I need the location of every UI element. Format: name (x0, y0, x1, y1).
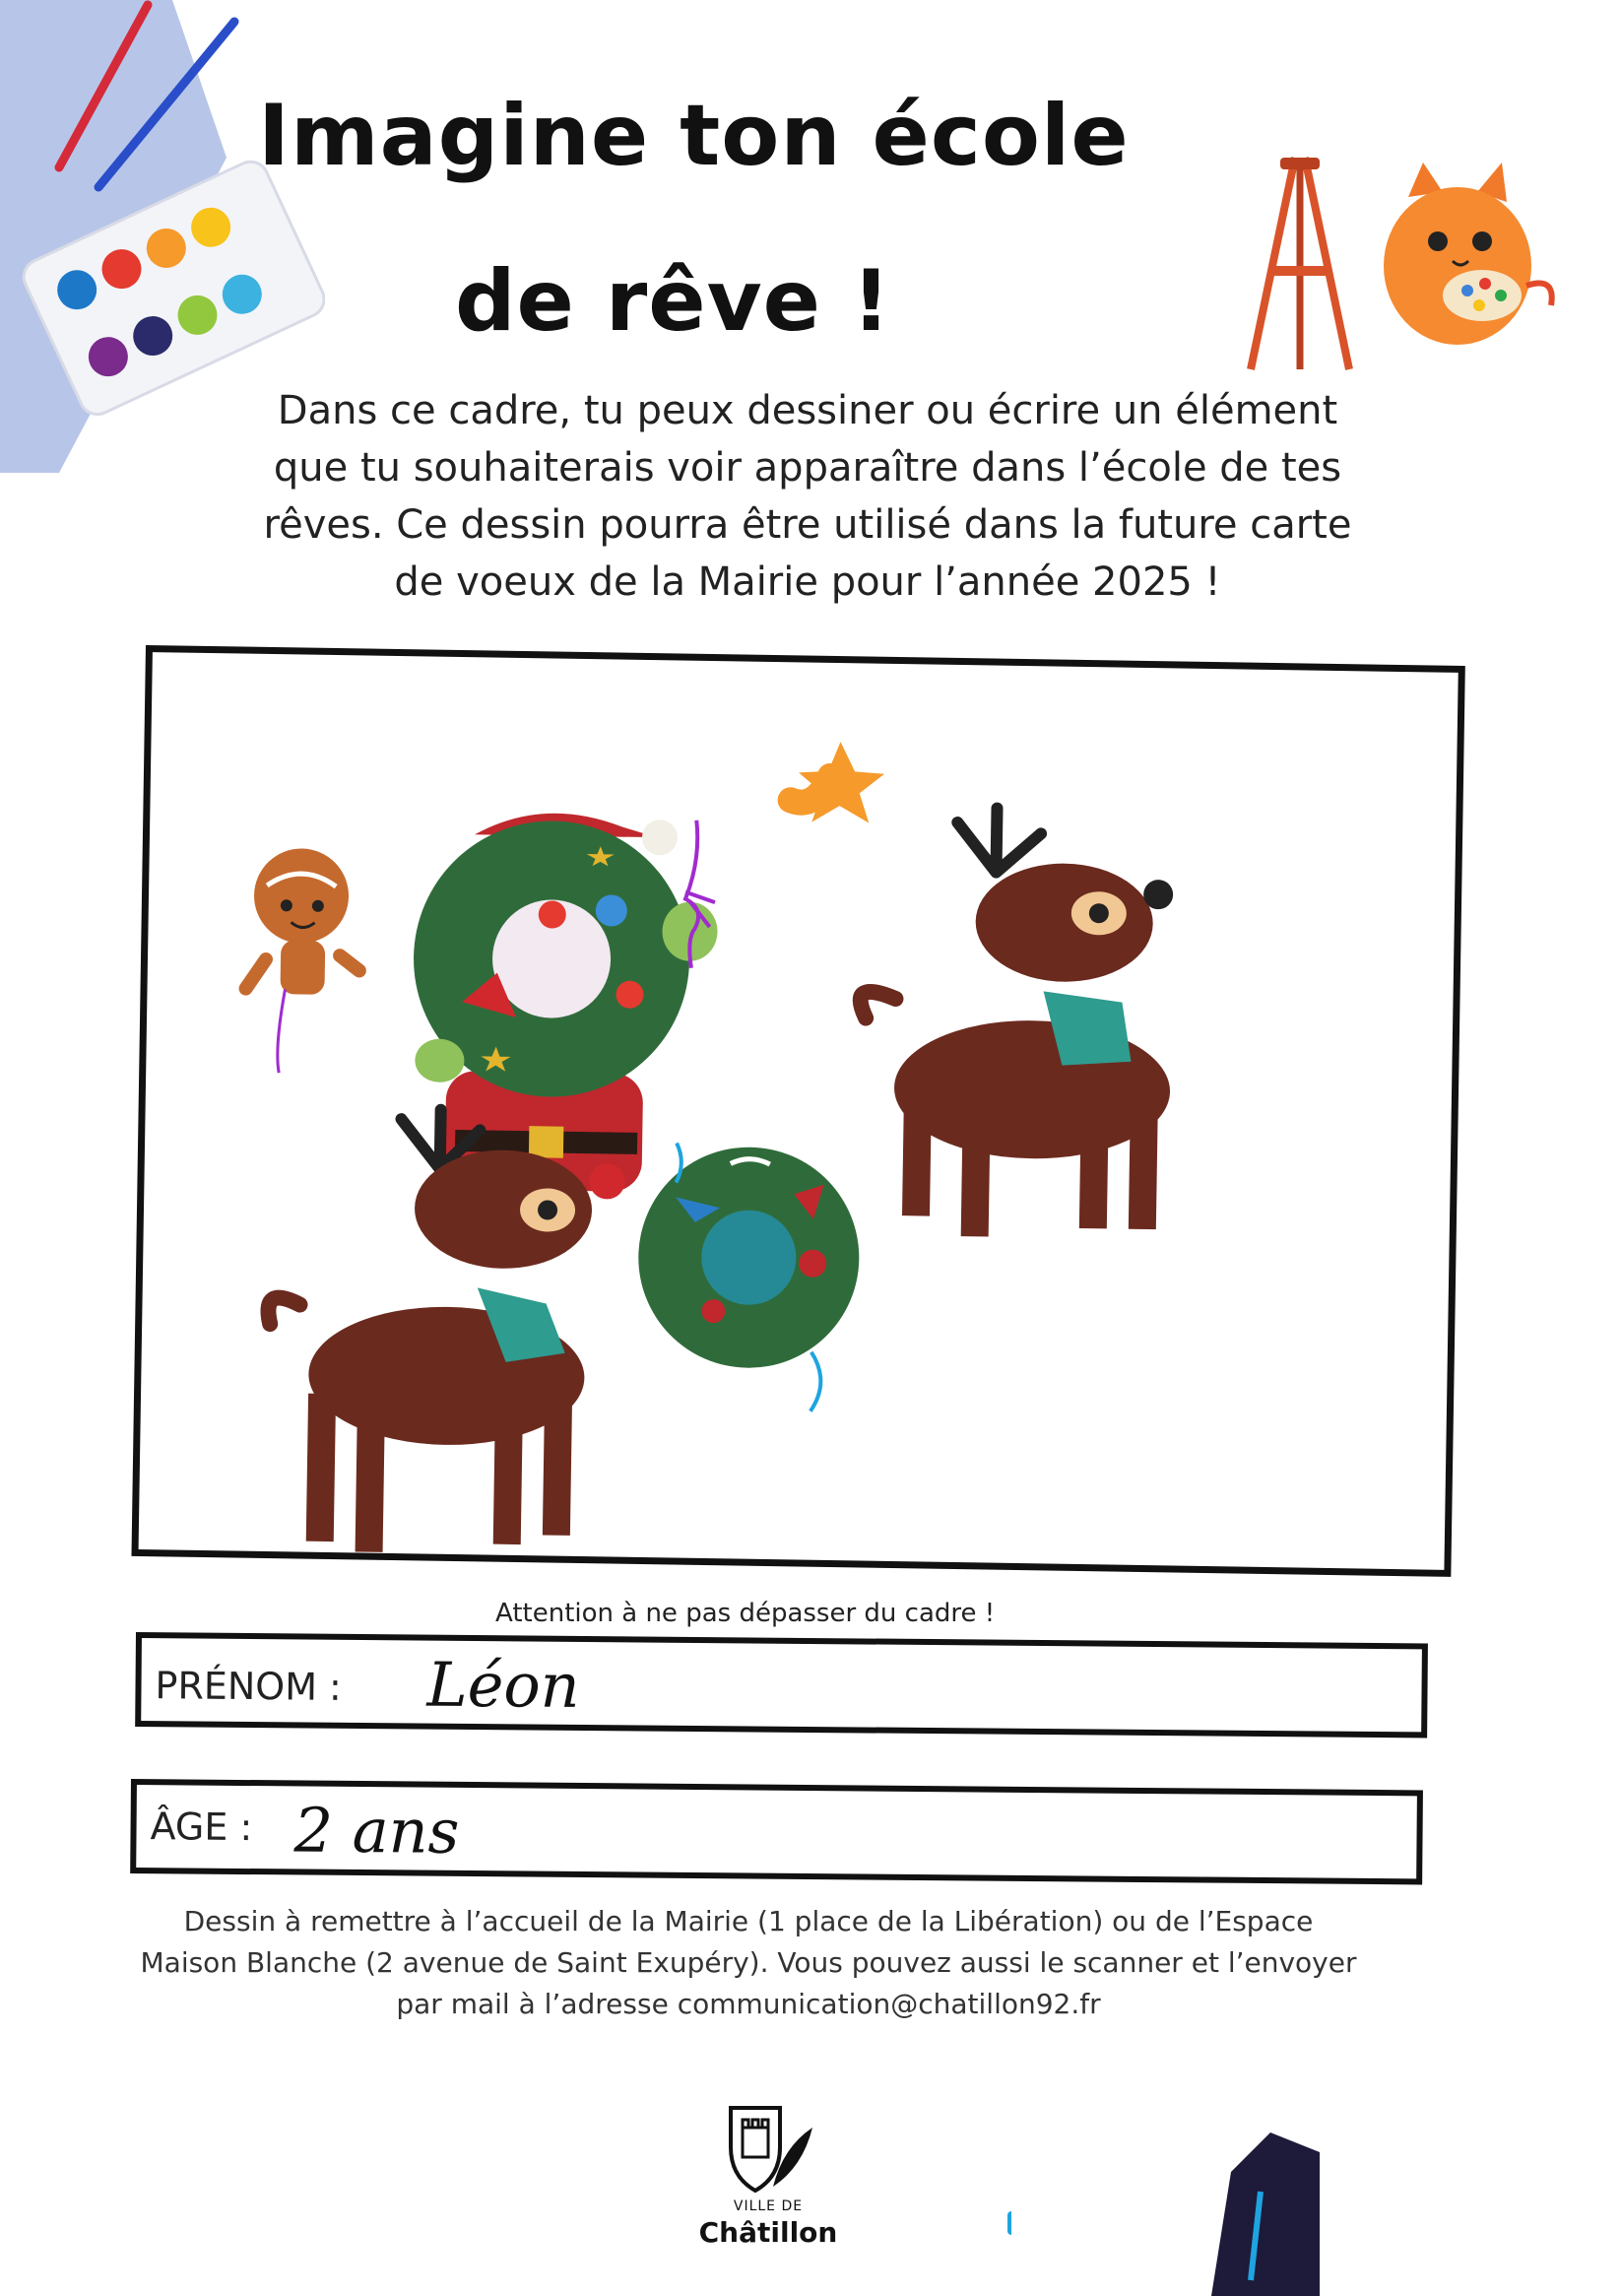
santa-wreath-sticker (410, 811, 719, 1193)
pen-mark (1007, 2211, 1019, 2235)
footer-line: Dessin à remettre à l’accueil de la Mairie (1 place de la Libération) ou de l’Espace (183, 1905, 1314, 1937)
intro-text (167, 382, 1448, 611)
logo-small-text: VILLE DE (733, 2198, 804, 2214)
reindeer-sticker (857, 806, 1175, 1239)
intro-line: Dans ce cadre, tu peux dessiner ou écrire un élément (277, 388, 1338, 433)
drawing-frame[interactable] (131, 645, 1464, 1577)
drawing-content (139, 652, 1459, 1570)
wreath-sticker (636, 1143, 861, 1411)
frame-warning: Attention à ne pas dépasser du cadre ! (495, 1599, 996, 1628)
prenom-value: Léon (426, 1648, 580, 1722)
chatillon-logo (680, 2098, 857, 2295)
submission-instructions (108, 1901, 1389, 2025)
footer-line: par mail à l’adresse communication@chatillon92.fr (396, 1988, 1101, 2020)
page-title-line1: Imagine ton école (258, 87, 1130, 185)
easel-icon (1231, 148, 1369, 374)
age-field[interactable] (130, 1779, 1423, 1884)
logo-name: Châtillon (698, 2216, 838, 2249)
reindeer-sticker (265, 1107, 626, 1556)
intro-line: rêves. Ce dessin pourra être utilisé dans la future carte (263, 502, 1352, 548)
star-sticker (790, 741, 884, 822)
chatillon-logo-icon (680, 2098, 857, 2197)
cat-painter-icon (1369, 158, 1566, 355)
age-value: 2 ans (293, 1794, 460, 1868)
page-title-line2: de rêve ! (455, 252, 892, 351)
prenom-field[interactable] (135, 1632, 1428, 1738)
intro-line: de voeux de la Mairie pour l’année 2025 ! (394, 559, 1221, 605)
footer-line: Maison Blanche (2 avenue de Saint Exupéry). Vous pouvez aussi le scanner et l’envoyer (140, 1946, 1357, 1979)
intro-line: que tu souhaiterais voir apparaître dans l’école de tes (273, 445, 1342, 491)
pencils-icon (1211, 2132, 1320, 2296)
age-label: ÂGE : (150, 1804, 253, 1850)
gingerbread-sticker (244, 848, 361, 1075)
prenom-label: PRÉNOM : (155, 1664, 343, 1709)
